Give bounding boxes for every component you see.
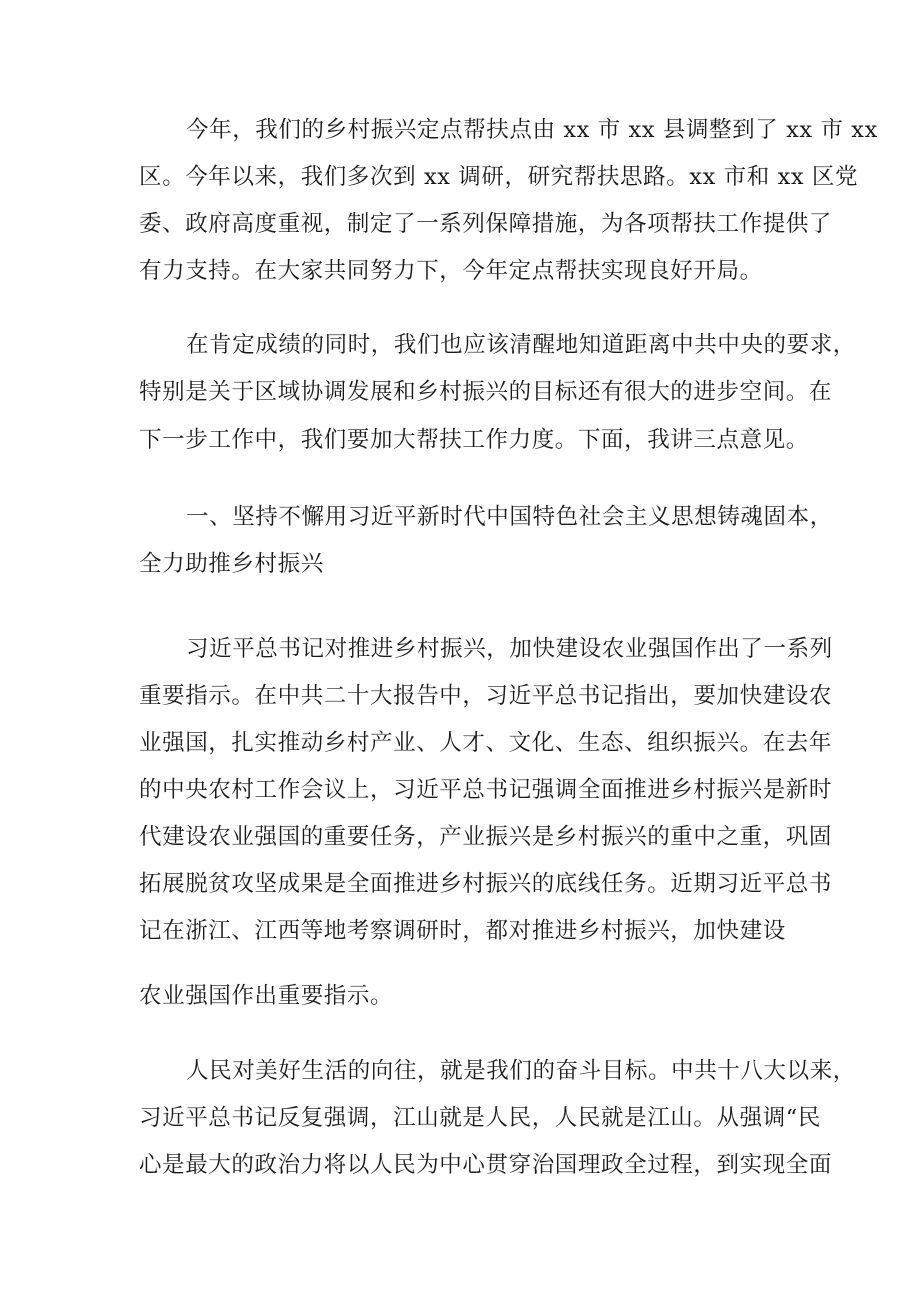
paragraph-instructions-line-1 <box>0 625 920 673</box>
paragraph-instructions-tail-line-1 <box>0 972 920 1020</box>
paragraph-people-line-1 <box>0 1047 920 1095</box>
heading-text: 全力助推乡村振兴 <box>139 551 324 577</box>
line-text: 拓展脱贫攻坚成果是全面推进乡村振兴的底线任务。近期习近平总书 <box>139 871 833 897</box>
line-text: 习近平总书记对推进乡村振兴，加快建设农业强国作出了一系列 <box>186 636 833 662</box>
paragraph-instructions-line-4 <box>0 766 920 814</box>
paragraph-gap-line-2 <box>0 368 920 416</box>
line-text: 在肯定成绩的同时，我们也应该清醒地知道距离中共中央的要求， <box>186 332 856 358</box>
paragraph-instructions-line-3 <box>0 719 920 767</box>
paragraph-gap-line-3 <box>0 416 920 464</box>
line-text: 人民对美好生活的向往，就是我们的奋斗目标。中共十八大以来， <box>186 1058 856 1084</box>
line-text: 记在浙江、江西等地考察调研时，都对推进乡村振兴，加快建设 <box>139 918 786 944</box>
paragraph-intro-line-1 <box>0 106 920 154</box>
line-text: 有力支持。在大家共同努力下，今年定点帮扶实现良好开局。 <box>139 258 763 284</box>
line-text: 委、政府高度重视，制定了一系列保障措施，为各项帮扶工作提供了 <box>139 211 833 237</box>
paragraph-people-line-2 <box>0 1094 920 1142</box>
section-heading-one-line-2 <box>0 540 920 588</box>
line-text: 农业强国作出重要指示。 <box>139 983 394 1009</box>
paragraph-intro-line-2 <box>0 153 920 201</box>
line-text: 特别是关于区域协调发展和乡村振兴的目标还有很大的进步空间。在 <box>139 379 833 405</box>
line-text: 习近平总书记反复强调，江山就是人民，人民就是江山。从强调“民 <box>139 1105 822 1131</box>
paragraph-instructions-line-2 <box>0 672 920 720</box>
line-text: 代建设农业强国的重要任务，产业振兴是乡村振兴的重中之重，巩固 <box>139 824 833 850</box>
line-text: 区。今年以来，我们多次到 xx 调研，研究帮扶思路。xx 市和 xx 区党 <box>139 164 859 190</box>
line-text: 重要指示。在中共二十大报告中，习近平总书记指出，要加快建设农 <box>139 683 833 709</box>
line-text: 下一步工作中，我们要加大帮扶工作力度。下面，我讲三点意见。 <box>139 427 809 453</box>
paragraph-instructions-line-6 <box>0 860 920 908</box>
line-text: 业强国，扎实推动乡村产业、人才、文化、生态、组织振兴。在去年 <box>139 730 833 756</box>
section-heading-one-line-1 <box>0 493 920 541</box>
line-text: 今年，我们的乡村振兴定点帮扶点由 xx 市 xx 县调整到了 xx 市 xx <box>186 117 878 143</box>
paragraph-instructions-line-7 <box>0 907 920 955</box>
paragraph-instructions-line-5 <box>0 813 920 861</box>
line-text: 心是最大的政治力将以人民为中心贯穿治国理政全过程，到实现全面 <box>139 1152 833 1178</box>
line-text: 的中央农村工作会议上，习近平总书记强调全面推进乡村振兴是新时 <box>139 777 833 803</box>
paragraph-people-line-3 <box>0 1141 920 1189</box>
heading-text: 一、坚持不懈用习近平新时代中国特色社会主义思想铸魂固本， <box>186 504 833 530</box>
paragraph-intro-line-3 <box>0 200 920 248</box>
paragraph-gap-line-1 <box>0 321 920 369</box>
paragraph-intro-line-4 <box>0 247 920 295</box>
